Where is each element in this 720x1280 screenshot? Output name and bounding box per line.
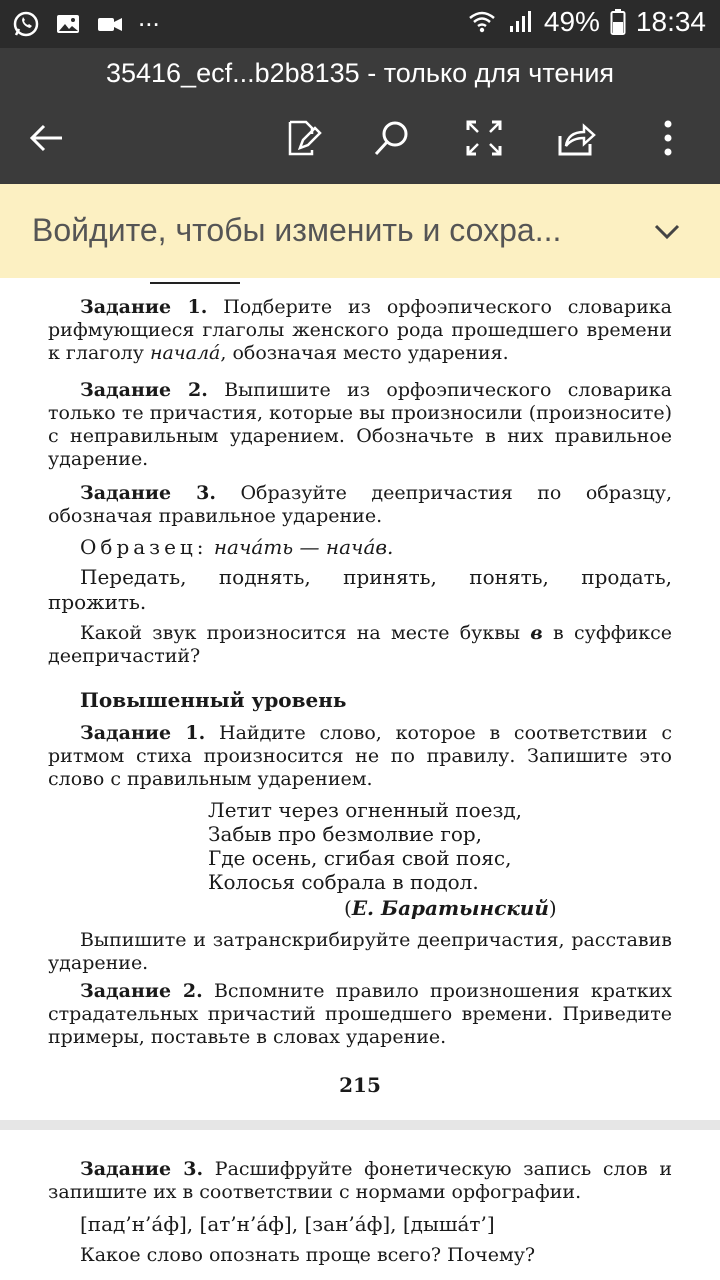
share-button[interactable]: [548, 110, 604, 166]
poem-line: Забыв про безмолвие гор,: [208, 822, 483, 846]
task-3: [48, 482, 672, 528]
wifi-icon: [468, 8, 496, 36]
banner-text: Войдите, чтобы изменить и сохра...: [32, 212, 562, 248]
chevron-down-icon[interactable]: [652, 216, 682, 246]
system-indicators: [468, 6, 706, 38]
overflow-menu-icon: [648, 118, 688, 158]
page-215: [0, 278, 720, 1120]
app-toolbar: [0, 48, 720, 184]
status-bar: [0, 0, 720, 48]
adv-task-1: [48, 722, 672, 791]
sample-label: Образец:: [80, 535, 208, 559]
advanced-heading: Повышенный уровень: [80, 688, 347, 712]
page2-task-3: [48, 1158, 672, 1204]
adv-task-1-label: Задание 1.: [80, 722, 206, 744]
page2-task-3-label: Задание 3.: [80, 1158, 204, 1180]
question: [48, 622, 672, 668]
adv-task-1-text: Найдите слово, которое в соответствии с ритмом стиха произносится не по правилу. Запишите это слово с правильным ударением.: [48, 722, 672, 790]
adv-task-2-text: Вспомните правило произношения кратких страдательных причастий прошедшего времени. Приведите примеры, поставьте в словах ударение.: [48, 980, 673, 1048]
task-1: [48, 296, 672, 365]
document-title: 35416_ecf...b2b8135 - только для чтения: [105, 58, 615, 88]
video-icon: [96, 10, 124, 38]
page-separator: [0, 1120, 720, 1130]
sample-text: нача́ть — нача́в.: [213, 535, 394, 559]
task-3-label: Задание 3.: [80, 482, 216, 504]
more-options-button[interactable]: [640, 110, 696, 166]
page-216: [0, 1130, 720, 1280]
expand-icon: [464, 118, 504, 158]
back-button[interactable]: [18, 110, 74, 166]
clock: 18:34: [635, 6, 706, 37]
battery-icon: [610, 8, 626, 36]
page2-question: Какое слово опознать проще всего? Почему?: [80, 1244, 536, 1266]
question-letter: в: [530, 622, 543, 644]
page-number: 215: [339, 1073, 381, 1097]
edit-icon: [282, 118, 322, 158]
gallery-icon: [54, 10, 82, 38]
task-1-text: Подберите из орфоэпического словарика рифмующиеся глаголы женского рода прошедшего времени к глаголу: [48, 296, 672, 364]
fullscreen-button[interactable]: [456, 110, 512, 166]
sign-in-banner[interactable]: [0, 184, 720, 278]
battery-percent: 49%: [543, 6, 600, 37]
sample-line: [48, 536, 672, 559]
page2-task-3-text: Расшифруйте фонетическую запись слов и запишите их в соответствии с нормами орфографии.: [48, 1158, 673, 1203]
task-1-word: начала́: [149, 342, 221, 364]
poem-line: Колосья собрала в подол.: [208, 870, 479, 894]
question-end: в суффиксе деепричастий?: [48, 622, 673, 667]
share-icon: [556, 118, 596, 158]
poem-line: Летит через огненный поезд,: [208, 798, 523, 822]
transcriptions: [пад’н’а́ф], [ат’н’а́ф], [зан’а́ф], [дыша́т’]: [80, 1212, 495, 1236]
whatsapp-icon: [12, 10, 40, 38]
back-arrow-icon: [26, 118, 66, 158]
question-start: Какой звук произносится на месте буквы: [80, 622, 531, 644]
search-button[interactable]: [364, 110, 420, 166]
search-icon: [372, 118, 412, 158]
cut-off-line: [150, 278, 240, 284]
task-2: [48, 379, 672, 471]
poem-line: Где осень, сгибая свой пояс,: [208, 846, 512, 870]
task-1-text-end: , обозначая место ударения.: [220, 342, 509, 364]
participles-task: Выпишите и затранскрибируйте деепричастия, расставив ударение.: [48, 929, 672, 974]
adv-task-2-label: Задание 2.: [80, 980, 203, 1002]
task-1-label: Задание 1.: [80, 296, 208, 318]
adv-task-2: [48, 980, 672, 1049]
poem: [208, 798, 522, 894]
notification-icons: [12, 2, 160, 39]
edit-button[interactable]: [274, 110, 330, 166]
signal-icon: [506, 8, 534, 36]
task-2-label: Задание 2.: [80, 379, 208, 401]
task-2-text: Выпишите из орфоэпического словарика только те причастия, которые вы произносили (произносите) с неправильным ударением. Обозначьте в них правильное ударение.: [48, 379, 672, 470]
more-notifications: ...: [138, 2, 160, 32]
verbs-list: Передать, поднять, принять, понять, продать, прожить.: [48, 565, 672, 614]
poem-author-name: Е. Баратынский: [351, 896, 549, 920]
poem-author: (Е. Баратынский): [344, 896, 557, 920]
task-3-text: Образуйте деепричастия по образцу, обозначая правильное ударение.: [48, 482, 672, 527]
